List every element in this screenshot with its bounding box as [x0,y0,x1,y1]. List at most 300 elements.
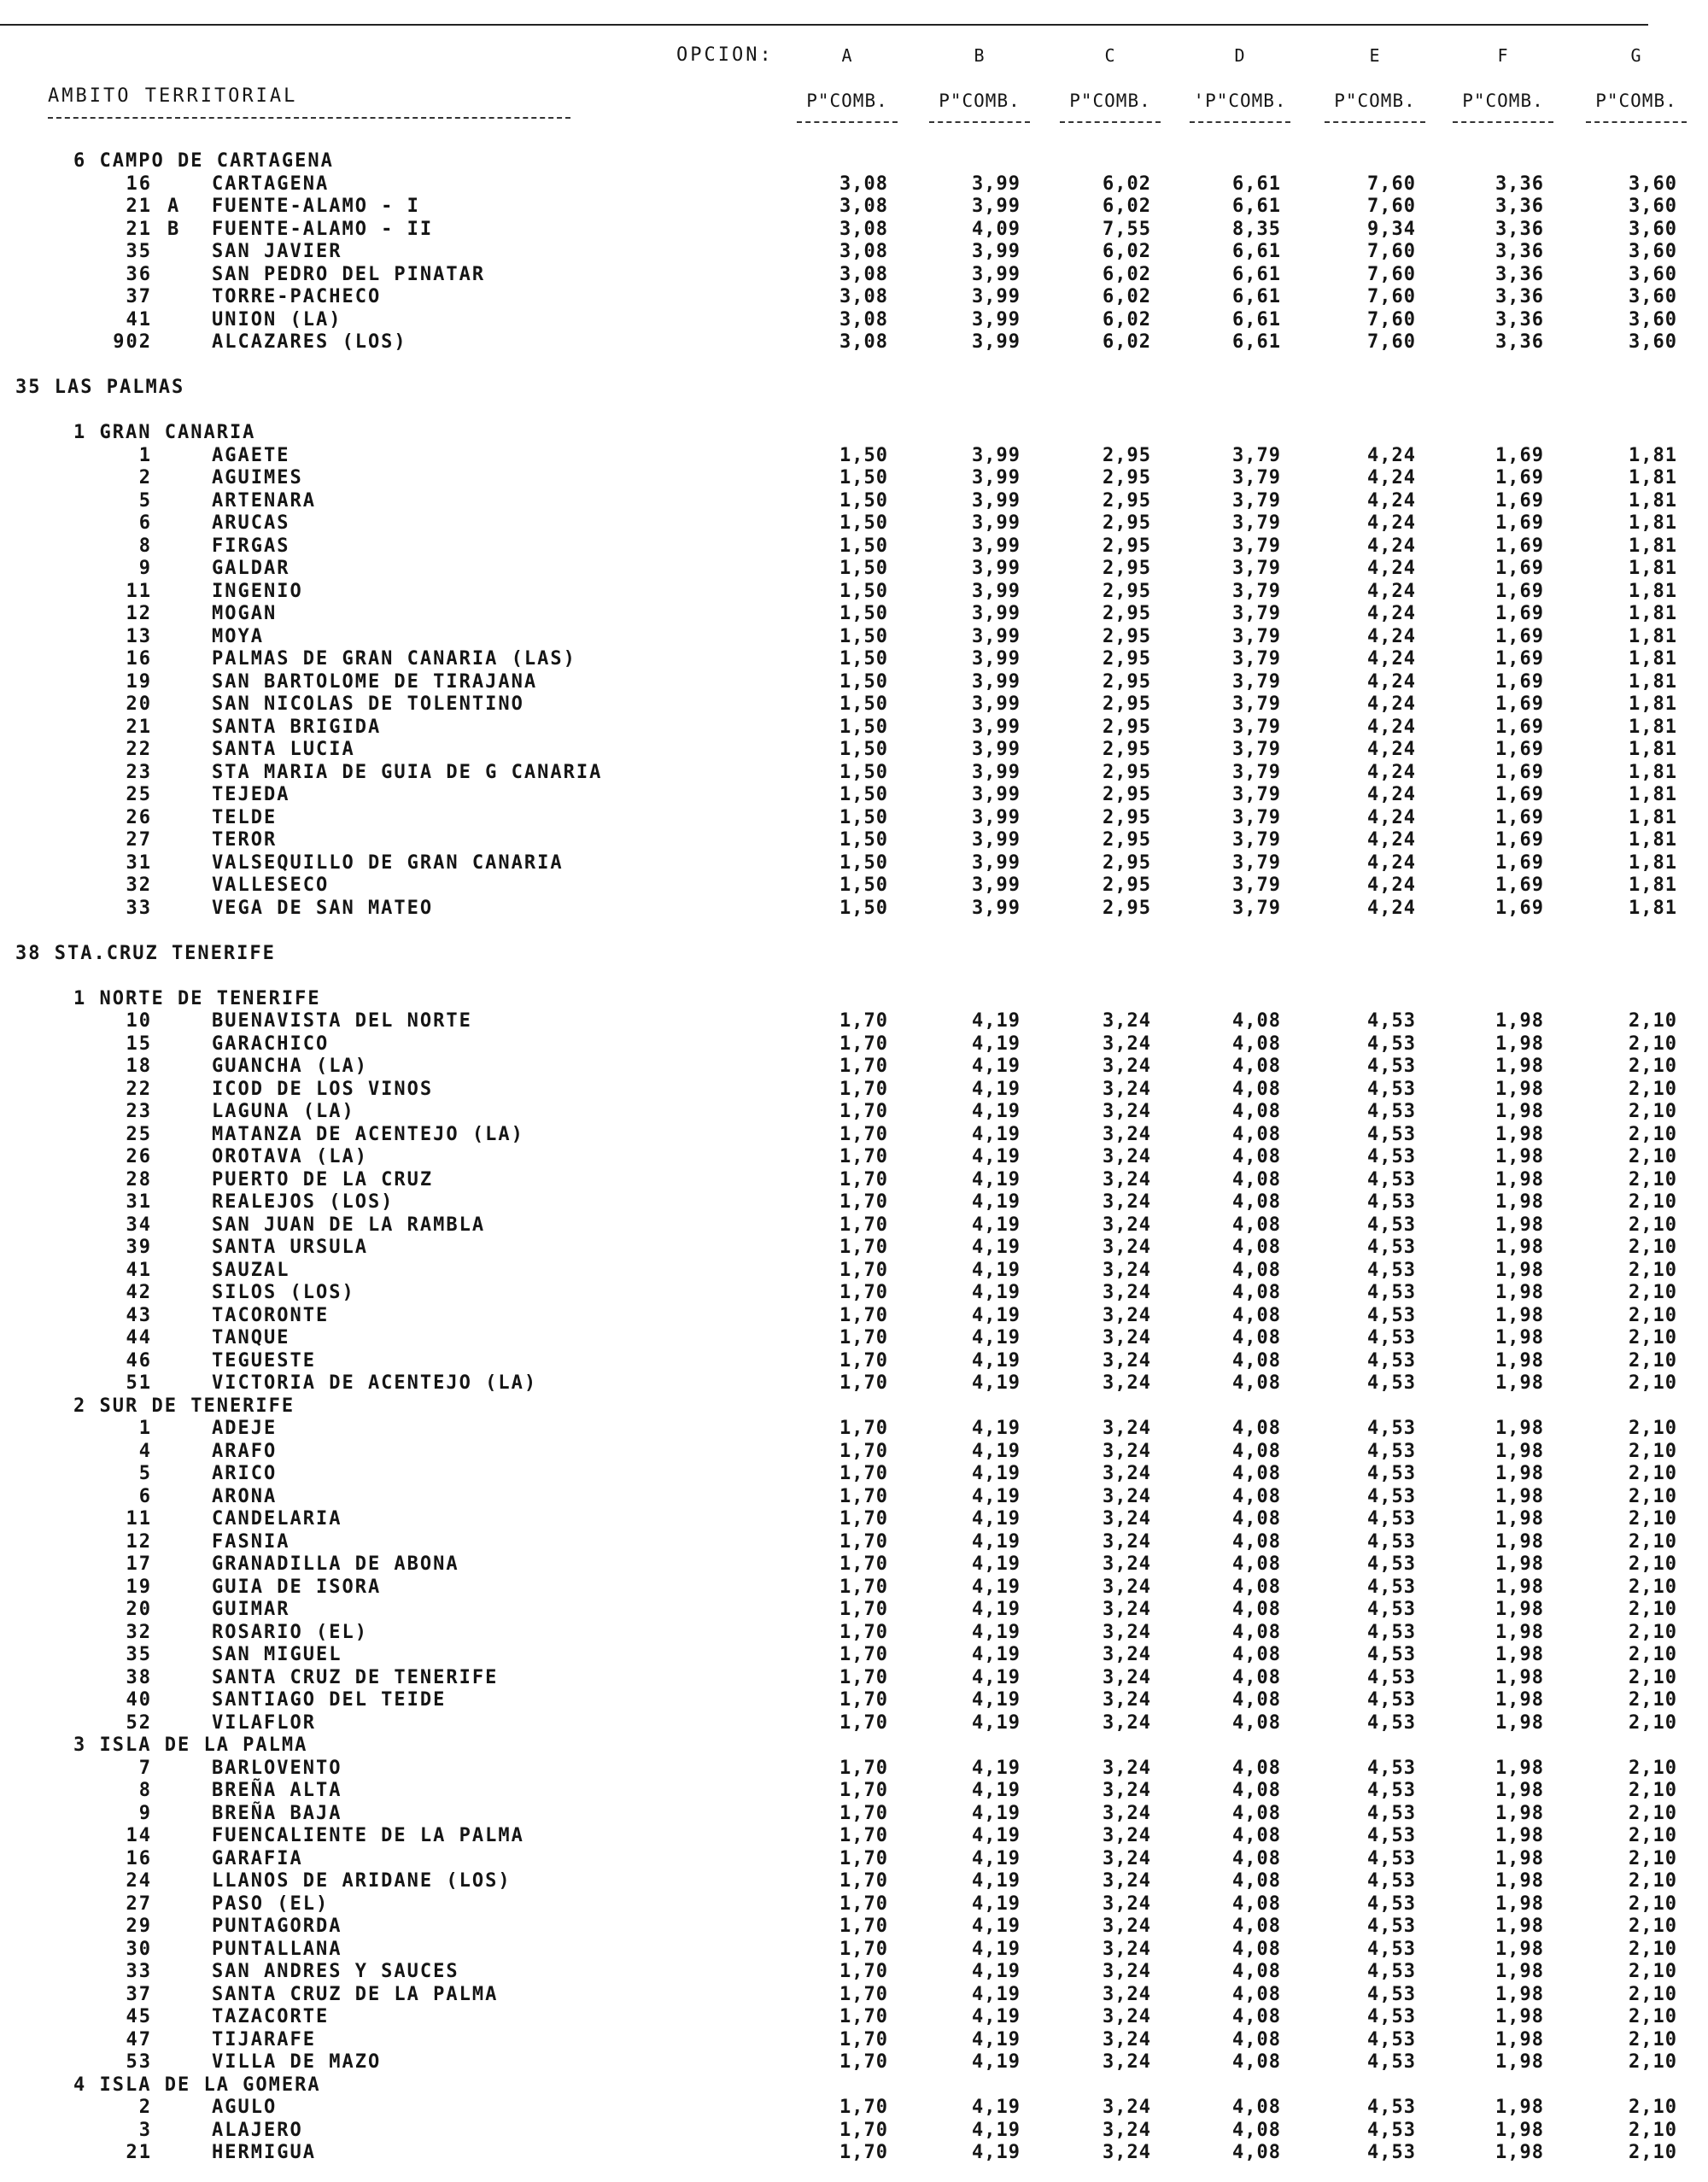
municipality-code: 29 [126,1916,152,1937]
value-cell-e: 4,53 [1367,1079,1416,1100]
value-cell-c: 2,95 [1103,693,1151,715]
value-cell-b: 4,19 [972,1667,1021,1688]
table-row [0,1486,1708,1508]
municipality-name: GUIMAR [212,1599,290,1620]
municipality-name: VALLESECO [212,875,330,896]
value-cell-a: 1,50 [839,693,888,715]
table-row [0,1237,1708,1259]
value-cell-a: 1,50 [839,852,888,874]
table-row [0,1939,1708,1961]
table-row [0,1689,1708,1711]
value-cell-a: 1,50 [839,535,888,557]
table-row [0,1418,1708,1440]
value-cell-f: 1,98 [1495,2029,1544,2050]
code-suffix: B [167,219,181,240]
value-cell-e: 4,24 [1367,490,1416,512]
value-cell-c: 3,24 [1103,1463,1151,1484]
table-row [0,2006,1708,2028]
municipality-code: 20 [126,1599,152,1620]
municipality-code: 16 [126,648,152,670]
value-cell-c: 3,24 [1103,2097,1151,2118]
value-cell-e: 4,53 [1367,1803,1416,1824]
value-cell-e: 4,53 [1367,1214,1416,1236]
value-cell-d: 3,79 [1232,445,1281,466]
zone-heading [0,2074,1708,2097]
value-cell-e: 4,24 [1367,535,1416,557]
column-header-c: P"COMB. [1069,91,1151,111]
municipality-name: GALDAR [212,558,290,579]
zone-label: 1 NORTE DE TENERIFE [73,988,321,1009]
municipality-name: FUENTE-ALAMO - I [212,196,420,217]
value-cell-f: 1,98 [1495,1577,1544,1598]
value-cell-f: 1,69 [1495,512,1544,534]
value-cell-c: 3,24 [1103,1327,1151,1348]
value-cell-b: 3,99 [972,445,1021,466]
municipality-name: ALCAZARES (LOS) [212,331,407,353]
province-label: 35 LAS PALMAS [15,377,185,398]
value-cell-f: 1,98 [1495,1010,1544,1032]
value-cell-d: 3,79 [1232,829,1281,851]
value-cell-a: 3,08 [839,331,888,353]
value-cell-b: 4,19 [972,1282,1021,1303]
table-row [0,173,1708,196]
value-cell-e: 4,24 [1367,875,1416,896]
value-cell-f: 1,69 [1495,693,1544,715]
value-cell-c: 3,24 [1103,1372,1151,1394]
value-cell-f: 1,98 [1495,1599,1544,1620]
value-cell-b: 4,19 [972,2120,1021,2141]
municipality-name: SANTA CRUZ DE LA PALMA [212,1984,499,2005]
value-cell-g: 2,10 [1629,1463,1677,1484]
municipality-code: 1 [138,445,152,466]
table-row [0,309,1708,331]
municipality-code: 12 [126,1531,152,1553]
value-cell-c: 3,24 [1103,1508,1151,1530]
value-cell-a: 1,50 [839,784,888,805]
value-cell-b: 3,99 [972,467,1021,488]
value-cell-g: 3,60 [1629,286,1677,307]
value-cell-g: 2,10 [1629,1961,1677,1982]
municipality-code: 27 [126,829,152,851]
table-row [0,1577,1708,1599]
value-cell-g: 1,81 [1629,445,1677,466]
value-cell-d: 4,08 [1232,1418,1281,1439]
value-cell-d: 6,61 [1232,264,1281,285]
municipality-name: ADEJE [212,1418,278,1439]
value-cell-e: 4,53 [1367,1893,1416,1915]
municipality-name: SAN PEDRO DEL PINATAR [212,264,486,285]
value-cell-g: 1,81 [1629,739,1677,760]
table-row [0,875,1708,897]
value-cell-c: 2,95 [1103,875,1151,896]
value-cell-c: 3,24 [1103,1486,1151,1507]
value-cell-b: 4,19 [972,1916,1021,1937]
municipality-code: 41 [126,309,152,331]
value-cell-b: 4,19 [972,1577,1021,1598]
value-cell-c: 3,24 [1103,1825,1151,1846]
zone-heading [0,150,1708,173]
value-cell-g: 2,10 [1629,1010,1677,1032]
value-cell-c: 2,95 [1103,829,1151,851]
value-cell-b: 4,19 [972,1191,1021,1213]
value-cell-g: 3,60 [1629,241,1677,262]
value-cell-d: 3,79 [1232,898,1281,919]
table-row [0,1893,1708,1916]
value-cell-d: 3,79 [1232,490,1281,512]
value-cell-b: 3,99 [972,829,1021,851]
value-cell-b: 4,19 [972,1079,1021,1100]
column-underline-c [1060,121,1161,123]
table-row [0,1984,1708,2006]
value-cell-e: 4,53 [1367,1033,1416,1055]
value-cell-b: 4,19 [972,1644,1021,1665]
value-cell-a: 1,70 [839,2051,888,2073]
value-cell-c: 6,02 [1103,331,1151,353]
municipality-code: 28 [126,1169,152,1190]
municipality-name: BUENAVISTA DEL NORTE [212,1010,472,1032]
municipality-code: 2 [138,467,152,488]
option-letter-a: A [841,45,853,66]
zone-heading [0,1395,1708,1418]
municipality-name: LLANOS DE ARIDANE (LOS) [212,1870,512,1892]
municipality-code: 19 [126,671,152,693]
value-cell-b: 3,99 [972,784,1021,805]
value-cell-e: 4,24 [1367,603,1416,624]
value-cell-b: 3,99 [972,603,1021,624]
value-cell-a: 1,70 [839,1260,888,1281]
value-cell-g: 3,60 [1629,219,1677,240]
value-cell-d: 4,08 [1232,1961,1281,1982]
value-cell-g: 2,10 [1629,2029,1677,2050]
value-cell-f: 1,69 [1495,558,1544,579]
column-header-d: 'P"COMB. [1193,91,1287,111]
value-cell-c: 2,95 [1103,512,1151,534]
municipality-code: 14 [126,1825,152,1846]
municipality-code: 5 [138,1463,152,1484]
municipality-code: 26 [126,807,152,828]
municipality-code: 33 [126,898,152,919]
table-row [0,1553,1708,1576]
value-cell-a: 1,70 [839,1825,888,1846]
value-cell-e: 7,60 [1367,173,1416,195]
value-cell-g: 1,81 [1629,603,1677,624]
municipality-code: 32 [126,1622,152,1643]
value-cell-d: 4,08 [1232,1803,1281,1824]
value-cell-e: 4,53 [1367,1758,1416,1779]
value-cell-e: 9,34 [1367,219,1416,240]
value-cell-d: 4,08 [1232,1689,1281,1711]
value-cell-f: 1,98 [1495,1553,1544,1575]
value-cell-d: 4,08 [1232,1214,1281,1236]
value-cell-d: 4,08 [1232,1033,1281,1055]
municipality-name: TEROR [212,829,278,851]
value-cell-g: 2,10 [1629,1350,1677,1372]
municipality-name: SANTA BRIGIDA [212,717,382,738]
value-cell-d: 8,35 [1232,219,1281,240]
value-cell-a: 1,70 [839,1056,888,1077]
value-cell-f: 1,98 [1495,1418,1544,1439]
table-row [0,286,1708,308]
value-cell-f: 3,36 [1495,264,1544,285]
value-cell-g: 2,10 [1629,1146,1677,1167]
table-row [0,1712,1708,1734]
value-cell-b: 3,99 [972,581,1021,602]
municipality-code: 34 [126,1214,152,1236]
value-cell-b: 4,19 [972,1893,1021,1915]
table-row [0,558,1708,580]
value-cell-g: 2,10 [1629,1305,1677,1326]
value-cell-f: 1,69 [1495,762,1544,783]
municipality-name: ARUCAS [212,512,290,534]
value-cell-a: 1,70 [839,1463,888,1484]
value-cell-d: 3,79 [1232,558,1281,579]
table-row [0,626,1708,648]
value-cell-b: 3,99 [972,852,1021,874]
value-cell-f: 1,98 [1495,1508,1544,1530]
value-cell-c: 3,24 [1103,1758,1151,1779]
value-cell-d: 3,79 [1232,512,1281,534]
value-cell-e: 4,53 [1367,1553,1416,1575]
value-cell-b: 3,99 [972,739,1021,760]
table-row [0,1758,1708,1780]
value-cell-b: 4,19 [972,1463,1021,1484]
value-cell-e: 4,53 [1367,1870,1416,1892]
value-cell-a: 1,70 [839,1916,888,1937]
zone-heading [0,422,1708,444]
value-cell-e: 4,53 [1367,1780,1416,1801]
municipality-code: 9 [138,558,152,579]
table-row [0,1463,1708,1485]
value-cell-e: 7,60 [1367,331,1416,353]
municipality-name: SANTA URSULA [212,1237,368,1258]
municipality-name: GUIA DE ISORA [212,1577,382,1598]
value-cell-e: 4,53 [1367,1486,1416,1507]
value-cell-e: 4,53 [1367,1825,1416,1846]
value-cell-c: 2,95 [1103,852,1151,874]
municipality-name: TACORONTE [212,1305,330,1326]
value-cell-g: 2,10 [1629,1372,1677,1394]
value-cell-d: 3,79 [1232,648,1281,670]
value-cell-g: 1,81 [1629,717,1677,738]
value-cell-f: 1,69 [1495,603,1544,624]
option-letter-e: E [1369,45,1381,66]
value-cell-c: 2,95 [1103,807,1151,828]
value-cell-b: 4,19 [972,2097,1021,2118]
value-cell-e: 4,53 [1367,1939,1416,1960]
value-cell-e: 7,60 [1367,309,1416,331]
table-row [0,1667,1708,1689]
value-cell-a: 1,70 [839,1079,888,1100]
value-cell-e: 4,53 [1367,1191,1416,1213]
table-row [0,1010,1708,1033]
value-cell-d: 4,08 [1232,1350,1281,1372]
value-cell-c: 3,24 [1103,1056,1151,1077]
municipality-code: 38 [126,1667,152,1688]
value-cell-e: 4,53 [1367,1260,1416,1281]
value-cell-d: 3,79 [1232,626,1281,647]
value-cell-b: 3,99 [972,898,1021,919]
municipality-code: 47 [126,2029,152,2050]
value-cell-c: 7,55 [1103,219,1151,240]
value-cell-d: 4,08 [1232,1079,1281,1100]
value-cell-b: 4,19 [972,1599,1021,1620]
value-cell-b: 3,99 [972,693,1021,715]
value-cell-a: 1,50 [839,603,888,624]
value-cell-d: 4,08 [1232,1893,1281,1915]
value-cell-f: 1,98 [1495,1169,1544,1190]
municipality-name: AGUIMES [212,467,303,488]
value-cell-e: 4,53 [1367,2051,1416,2073]
column-underline-f [1453,121,1553,123]
value-cell-g: 2,10 [1629,1191,1677,1213]
value-cell-e: 4,53 [1367,1622,1416,1643]
value-cell-a: 1,70 [839,1848,888,1869]
value-cell-g: 2,10 [1629,1644,1677,1665]
value-cell-c: 3,24 [1103,1260,1151,1281]
value-cell-d: 4,08 [1232,1441,1281,1462]
value-cell-d: 4,08 [1232,1667,1281,1688]
municipality-code: 1 [138,1418,152,1439]
value-cell-g: 2,10 [1629,1101,1677,1122]
table-row [0,1033,1708,1056]
value-cell-b: 4,19 [972,1441,1021,1462]
municipality-name: FUENTE-ALAMO - II [212,219,434,240]
value-cell-e: 4,53 [1367,1984,1416,2005]
table-row [0,1214,1708,1237]
value-cell-f: 1,69 [1495,784,1544,805]
value-cell-g: 1,81 [1629,558,1677,579]
value-cell-a: 1,70 [839,1622,888,1643]
value-cell-a: 1,70 [839,1214,888,1236]
value-cell-g: 2,10 [1629,1916,1677,1937]
municipality-name: STA MARIA DE GUIA DE G CANARIA [212,762,603,783]
value-cell-d: 4,08 [1232,1848,1281,1869]
value-cell-c: 6,02 [1103,196,1151,217]
table-row [0,717,1708,739]
value-cell-e: 4,53 [1367,1667,1416,1688]
municipality-code: 21 [126,196,152,217]
value-cell-b: 4,09 [972,219,1021,240]
value-cell-g: 1,81 [1629,875,1677,896]
value-cell-e: 4,53 [1367,1010,1416,1032]
value-cell-g: 1,81 [1629,898,1677,919]
value-cell-f: 1,98 [1495,1033,1544,1055]
value-cell-b: 4,19 [972,1531,1021,1553]
value-cell-f: 1,69 [1495,467,1544,488]
value-cell-d: 4,08 [1232,1825,1281,1846]
value-cell-f: 1,98 [1495,1327,1544,1348]
value-cell-g: 2,10 [1629,1260,1677,1281]
value-cell-b: 3,99 [972,286,1021,307]
municipality-name: INGENIO [212,581,303,602]
value-cell-d: 4,08 [1232,1146,1281,1167]
option-letter-b: B [974,45,986,66]
value-cell-c: 3,24 [1103,1191,1151,1213]
column-header-a: P"COMB. [806,91,888,111]
value-cell-a: 1,50 [839,739,888,760]
value-cell-c: 3,24 [1103,1961,1151,1982]
municipality-code: 23 [126,762,152,783]
value-cell-f: 1,98 [1495,1984,1544,2005]
value-cell-e: 4,53 [1367,1508,1416,1530]
municipality-name: SAN ANDRES Y SAUCES [212,1961,459,1982]
value-cell-c: 3,24 [1103,1712,1151,1734]
value-cell-a: 1,70 [839,2097,888,2118]
value-cell-g: 2,10 [1629,1599,1677,1620]
value-cell-c: 3,24 [1103,1169,1151,1190]
value-cell-c: 6,02 [1103,286,1151,307]
municipality-name: GUANCHA (LA) [212,1056,368,1077]
value-cell-b: 3,99 [972,875,1021,896]
value-cell-b: 4,19 [972,1758,1021,1779]
municipality-code: 51 [126,1372,152,1394]
value-cell-e: 4,24 [1367,852,1416,874]
table-row [0,648,1708,670]
municipality-name: MATANZA DE ACENTEJO (LA) [212,1124,524,1145]
value-cell-e: 4,53 [1367,1282,1416,1303]
table-row [0,535,1708,558]
value-cell-a: 1,70 [839,1010,888,1032]
value-cell-a: 1,70 [839,1689,888,1711]
value-cell-a: 1,70 [839,1101,888,1122]
value-cell-g: 1,81 [1629,581,1677,602]
value-cell-d: 3,79 [1232,717,1281,738]
municipality-name: CARTAGENA [212,173,330,195]
value-cell-a: 1,70 [839,1418,888,1439]
value-cell-c: 3,24 [1103,1101,1151,1122]
value-cell-e: 4,24 [1367,807,1416,828]
value-cell-f: 1,98 [1495,1372,1544,1394]
value-cell-d: 6,61 [1232,196,1281,217]
zone-heading [0,1734,1708,1757]
value-cell-e: 4,53 [1367,2097,1416,2118]
value-cell-b: 4,19 [972,1327,1021,1348]
municipality-code: 21 [126,2142,152,2163]
municipality-code: 8 [138,1780,152,1801]
municipality-name: PUERTO DE LA CRUZ [212,1169,434,1190]
value-cell-e: 4,24 [1367,739,1416,760]
ambito-territorial-label: AMBITO TERRITORIAL [48,85,298,107]
value-cell-a: 1,70 [839,2142,888,2163]
municipality-name: SAUZAL [212,1260,290,1281]
table-row [0,196,1708,218]
value-cell-a: 1,50 [839,467,888,488]
value-cell-g: 3,60 [1629,331,1677,353]
table-row [0,331,1708,354]
value-cell-g: 3,60 [1629,173,1677,195]
value-cell-f: 1,98 [1495,1305,1544,1326]
value-cell-f: 1,98 [1495,1644,1544,1665]
value-cell-a: 1,70 [839,1486,888,1507]
value-cell-c: 3,24 [1103,1146,1151,1167]
value-cell-c: 6,02 [1103,264,1151,285]
value-cell-b: 3,99 [972,196,1021,217]
value-cell-d: 4,08 [1232,1622,1281,1643]
value-cell-g: 1,81 [1629,671,1677,693]
value-cell-b: 4,19 [972,1508,1021,1530]
value-cell-f: 1,98 [1495,1237,1544,1258]
value-cell-d: 4,08 [1232,1939,1281,1960]
value-cell-g: 2,10 [1629,1780,1677,1801]
municipality-code: 13 [126,626,152,647]
value-cell-a: 1,70 [839,1599,888,1620]
value-cell-e: 4,24 [1367,512,1416,534]
municipality-name: SAN JAVIER [212,241,342,262]
municipality-name: GARAFIA [212,1848,303,1869]
value-cell-a: 3,08 [839,219,888,240]
value-cell-a: 1,70 [839,2006,888,2027]
table-row [0,739,1708,761]
